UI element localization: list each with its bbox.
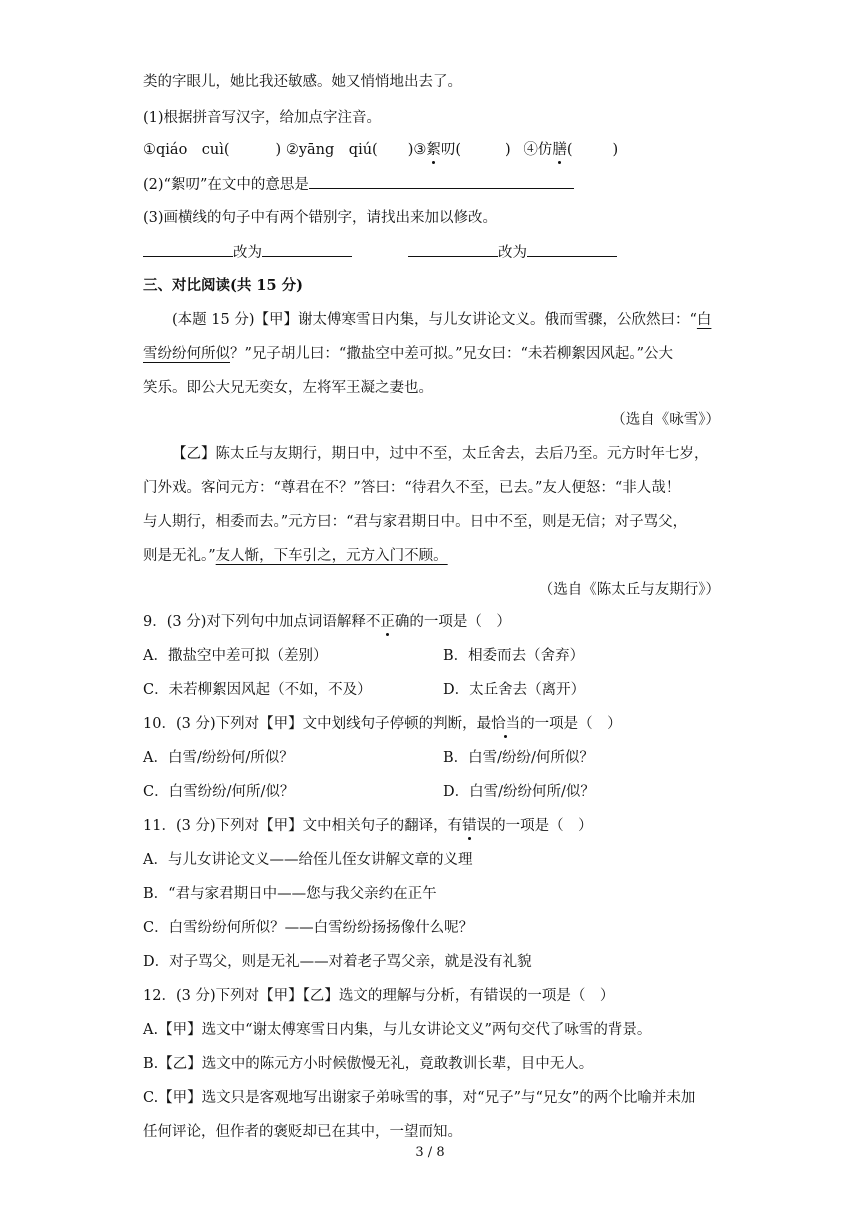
option-b: B.【乙】选文中的陈元方小时候傲慢无礼，竟敢教训长辈，目中无人。	[143, 1056, 594, 1072]
option-d: D．白雪/纷纷何所/似？	[443, 784, 595, 800]
passage-source: （选自《陈太丘与友期行》）	[538, 582, 720, 598]
answer-blank[interactable]	[309, 174, 574, 189]
answer-blank[interactable]	[262, 242, 352, 257]
option-a: A．白雪/纷纷何/所似？	[143, 750, 294, 766]
question-3-fixes: 改为 改为	[143, 242, 617, 263]
question-11: 11．(3 分)下列对【甲】文中相关句子的翻译，有错误的一项是（ ）	[143, 818, 593, 834]
passage-jia-line: 雪纷纷何所似？”兄子胡儿曰：“撒盐空中差可拟。”兄女曰：“未若柳絮因风起。”公大	[143, 346, 674, 362]
passage-jia-line: 笑乐。即公大兄无奕女，左将军王凝之妻也。	[143, 380, 433, 396]
page-number: 3 / 8	[415, 1145, 445, 1160]
option-c: C．白雪纷纷/何所/似？	[143, 784, 295, 800]
option-b: B．相委而去（舍弃）	[443, 648, 585, 664]
passage-yi-line: 【乙】陈太丘与友期行，期日中，过中不至，太丘舍去，去后乃至。元方时年七岁，	[172, 446, 709, 462]
passage-yi-line: 则是无礼。”友人惭，下车引之，元方入门不顾。	[143, 548, 448, 564]
question-9: 9．(3 分)对下列句中加点词语解释不正确的一项是（ ）	[143, 614, 511, 630]
option-c: C．未若柳絮因风起（不如，不及）	[143, 682, 372, 698]
option-c-continued: 任何评论，但作者的褒贬却已在其中，一望而知。	[143, 1124, 462, 1140]
option-d: D．太丘舍去（离开）	[443, 682, 586, 698]
section-heading: 三、对比阅读(共 15 分)	[143, 277, 303, 294]
option-d: D．对子骂父，则是无礼——对着老子骂父亲，就是没有礼貌	[143, 954, 532, 970]
question-1-items: ①qiáo cuì( ) ②yāng qiú( )③絮叨( ) ④仿膳( )	[143, 142, 619, 158]
passage-yi-line: 门外戏。客问元方：“尊君在不？”答曰：“待君久不至，已去。”友人便怒：“非人哉！	[143, 480, 681, 496]
text-line: 类的字眼儿，她比我还敏感。她又悄悄地出去了。	[143, 74, 462, 90]
question-12: 12．(3 分)下列对【甲】【乙】选文的理解与分析，有错误的一项是（ ）	[143, 988, 615, 1004]
option-b: B．“君与家君期日中——您与我父亲约在正午	[143, 886, 437, 902]
passage-jia-line: (本题 15 分)【甲】谢太傅寒雪日内集，与儿女讲论文义。俄而雪骤，公欣然曰：“白	[172, 312, 712, 328]
answer-blank[interactable]	[527, 242, 617, 257]
passage-source: （选自《咏雪》）	[611, 412, 720, 428]
option-a: A．与儿女讲论文义——给侄儿侄女讲解文章的义理	[143, 852, 473, 868]
option-a: A．撒盐空中差可拟（差别）	[143, 648, 328, 664]
answer-blank[interactable]	[408, 242, 498, 257]
option-c: C．白雪纷纷何所似？——白雪纷纷扬扬像什么呢？	[143, 920, 474, 936]
question-10: 10．(3 分)下列对【甲】文中划线句子停顿的判断，最恰当的一项是（ ）	[143, 716, 622, 732]
option-b: B．白雪/纷纷/何所似？	[443, 750, 594, 766]
question-3-label: (3)画横线的句子中有两个错别字，请找出来加以修改。	[143, 210, 498, 226]
option-c: C.【甲】选文只是客观地写出谢家子弟咏雪的事，对“兄子”与“兄女”的两个比喻并未加	[143, 1090, 696, 1106]
question-1-label: (1)根据拼音写汉字，给加点字注音。	[143, 110, 382, 126]
passage-yi-line: 与人期行，相委而去。”元方曰：“君与家君期日中。日中不至，则是无信；对子骂父，	[143, 514, 688, 530]
answer-blank[interactable]	[143, 242, 233, 257]
option-a: A.【甲】选文中“谢太傅寒雪日内集，与儿女讲论文义”两句交代了咏雪的背景。	[143, 1022, 652, 1038]
question-2-label: (2)“絮叨”在文中的意思是	[143, 174, 574, 195]
